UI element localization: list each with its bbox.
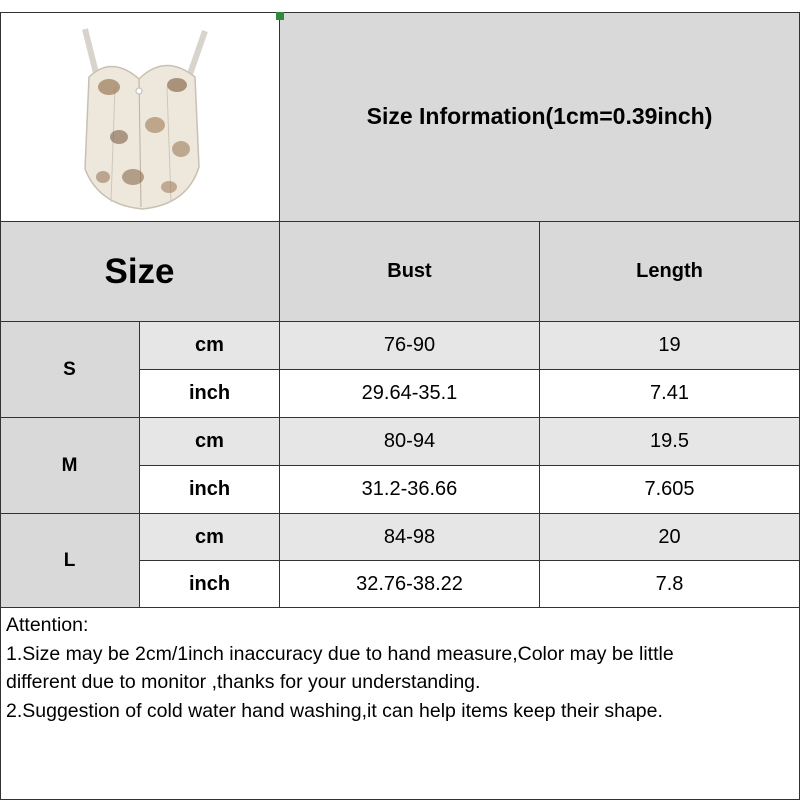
unit-label: inch (188, 572, 231, 595)
size-label-cell (0, 514, 140, 608)
size-label-m: M (61, 454, 78, 476)
length-value: 7.8 (655, 572, 684, 595)
table-cell (280, 418, 540, 466)
header-title-cell (280, 12, 800, 222)
product-image-cell (0, 12, 280, 222)
unit-label: cm (195, 525, 224, 548)
size-chart (0, 12, 800, 800)
product-image (37, 17, 242, 217)
bust-header-cell (280, 222, 540, 322)
table-cell (280, 561, 540, 608)
size-label-l: L (63, 549, 76, 571)
bust-value: 84-98 (383, 525, 436, 548)
unit-label: inch (188, 382, 231, 404)
unit-cell (140, 418, 280, 466)
bust-value: 76-90 (383, 334, 436, 356)
page-title: Size Information(1cm=0.39inch) (366, 103, 713, 129)
size-header-cell (0, 222, 280, 322)
corner-marker (276, 12, 284, 20)
length-header-cell (540, 222, 800, 322)
column-header-bust: Bust (387, 260, 432, 282)
bust-value: 29.64-35.1 (361, 382, 458, 404)
table-cell (280, 466, 540, 514)
unit-label: cm (195, 334, 224, 356)
length-value: 7.41 (650, 382, 689, 404)
table-cell (280, 322, 540, 370)
unit-cell (140, 514, 280, 561)
table-cell (280, 370, 540, 418)
unit-cell (140, 370, 280, 418)
column-header-length: Length (636, 260, 703, 282)
notes-heading: Attention: (6, 614, 89, 636)
table-cell (540, 322, 800, 370)
table-cell (540, 466, 800, 514)
size-label-cell (0, 418, 140, 514)
table-cell (540, 418, 800, 466)
bust-value: 32.76-38.22 (356, 572, 463, 595)
size-header: Size (104, 251, 175, 291)
unit-label: cm (195, 430, 224, 452)
unit-cell (140, 466, 280, 514)
length-value: 19.5 (650, 430, 689, 452)
length-value: 7.605 (644, 478, 695, 500)
note-line: different due to monitor ,thanks for your understanding. (6, 671, 481, 693)
table-cell (540, 561, 800, 608)
length-value: 20 (658, 525, 681, 548)
bust-value: 80-94 (383, 430, 436, 452)
table-cell (540, 514, 800, 561)
length-value: 19 (658, 334, 681, 356)
unit-label: inch (188, 478, 231, 500)
attention-notes (0, 607, 800, 800)
note-line: 2.Suggestion of cold water hand washing,it can help items keep their shape. (6, 699, 663, 722)
bust-value: 31.2-36.66 (361, 478, 458, 500)
size-label-cell (0, 322, 140, 418)
note-line: 1.Size may be 2cm/1inch inaccuracy due to hand measure,Color may be little (6, 642, 674, 665)
table-cell (280, 514, 540, 561)
table-cell (540, 370, 800, 418)
unit-cell (140, 561, 280, 608)
unit-cell (140, 322, 280, 370)
size-label-s: S (63, 358, 76, 380)
